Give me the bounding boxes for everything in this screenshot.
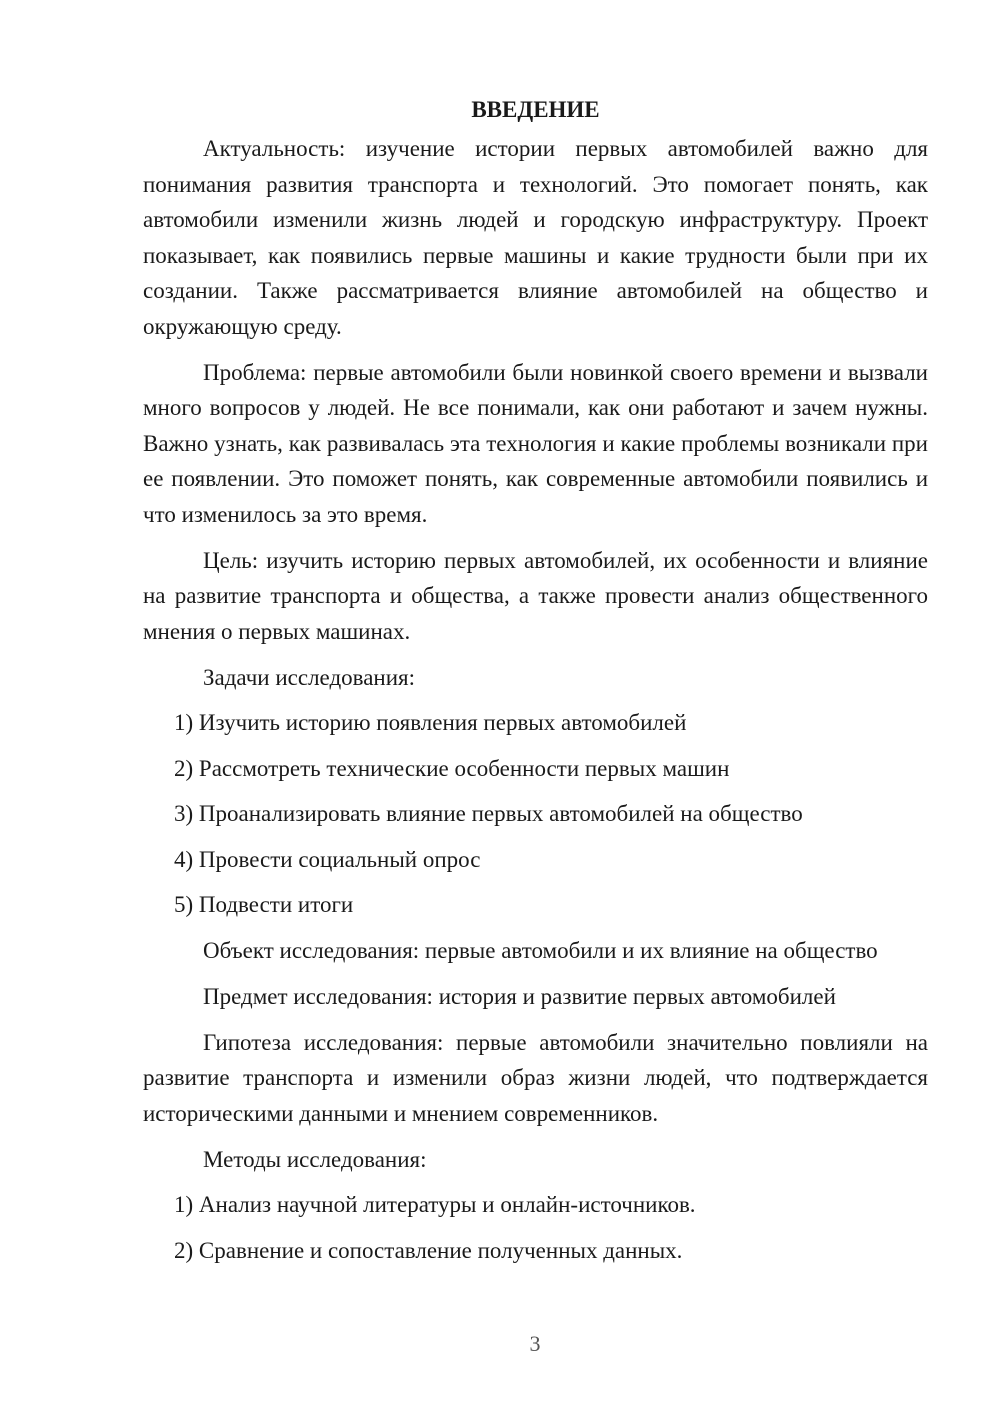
list-item: 3) Проанализировать влияние первых автомобилей на общество — [174, 801, 803, 826]
object-paragraph: Объект исследования: первые автомобили и их влияние на общество — [203, 937, 878, 963]
tasks-list — [143, 705, 928, 923]
list-item: 2) Сравнение и сопоставление полученных данных. — [174, 1237, 683, 1263]
list-item: 1) Анализ научной литературы и онлайн-источников. — [174, 1192, 696, 1217]
page-number: 3 — [529, 1331, 541, 1356]
methods-heading: Методы исследования: — [203, 1146, 427, 1172]
list-item: 5) Подвести итоги — [174, 892, 354, 917]
section-title: ВВЕДЕНИЕ — [471, 97, 600, 122]
relevance-paragraph: Актуальность: изучение истории первых автомобилей важно для понимания развития транспорта и технологий. Это помогает понять, как автомобили изменили жизнь людей и городскую инфраструктуру. Проект показывает, как появились первые машины и какие трудности были при их создании. Также рассматривается влияние автомобилей на общество и окружающую среду. — [143, 136, 928, 339]
list-item: 4) Провести социальный опрос — [174, 846, 481, 872]
list-item: 2) Рассмотреть технические особенности первых машин — [174, 755, 730, 781]
hypothesis-paragraph: Гипотеза исследования: первые автомобили значительно повлияли на развитие транспорта и изменили образ жизни людей, что подтверждается историческими данными и мнением современников. — [143, 1029, 928, 1126]
tasks-heading: Задачи исследования: — [203, 664, 416, 690]
goal-paragraph: Цель: изучить историю первых автомобилей, их особенности и влияние на развитие транспорта и общества, а также провести анализ общественного мнения о первых машинах. — [143, 547, 928, 644]
problem-paragraph: Проблема: первые автомобили были новинкой своего времени и вызвали много вопросов у людей. Не все понимали, как они работают и зачем нужны. Важно узнать, как развивалась эта технология и какие проблемы возникали при ее появлении. Это поможет понять, как современные автомобили появились и что изменилось за это время. — [143, 359, 928, 527]
subject-paragraph: Предмет исследования: история и развитие первых автомобилей — [203, 983, 836, 1009]
page-content — [143, 92, 928, 1278]
list-item: 1) Изучить историю появления первых автомобилей — [174, 710, 687, 735]
methods-list — [143, 1187, 928, 1268]
